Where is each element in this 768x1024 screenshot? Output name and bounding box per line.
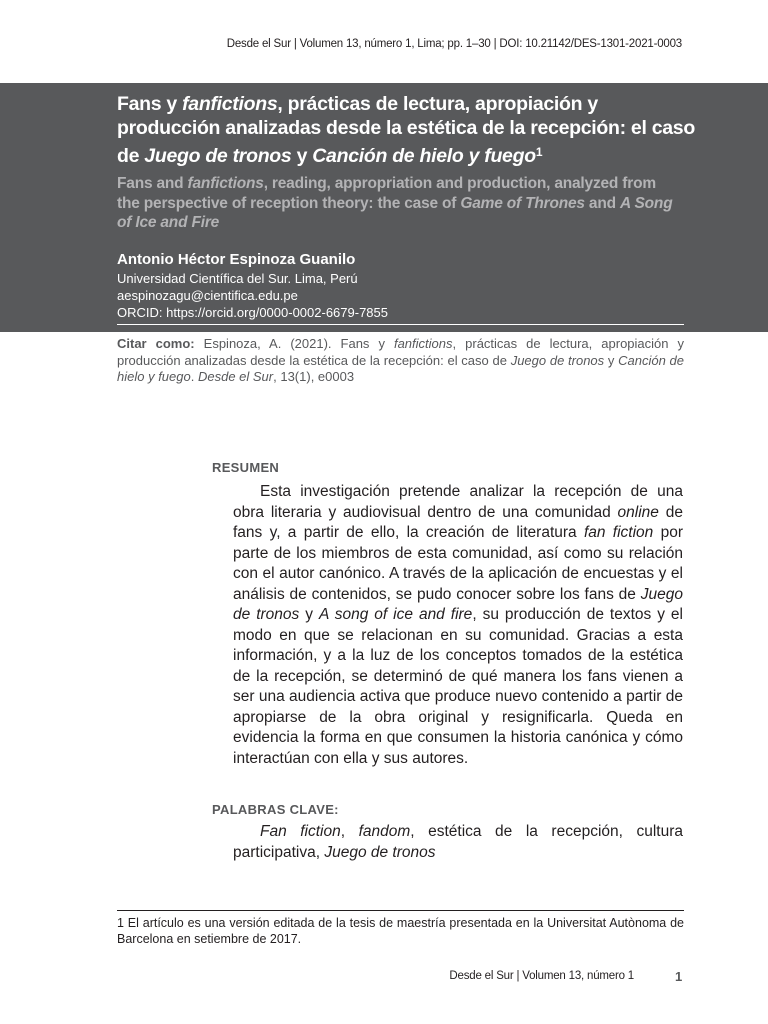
abstract-heading: RESUMEN [212,460,280,475]
banner-divider [117,324,684,325]
keywords-heading: PALABRAS CLAVE: [212,802,339,817]
page-number: 1 [675,969,683,984]
citation: Citar como: Espinoza, A. (2021). Fans y fanfictions, prácticas de lectura, apropiación y producción analizadas desde la estética de la recepción: el caso de Juego de tronos y Canción de hielo y fuego. Desde el Sur, 13(1), e0003 [117,336,685,384]
footnote-divider [117,910,684,911]
article-title-en: Fans and fanfictions, reading, appropriation and production, analyzed from the perspective of reception theory: the case of Game of Thrones and A Song of Ice and Fire [117,175,673,231]
citation-label: Citar como: [117,336,195,351]
running-head: Desde el Sur | Volumen 13, número 1, Lima; pp. 1–30 | DOI: 10.21142/DES-1301-2021-0003 [226,38,682,50]
author-email[interactable]: aespinozagu@cientifica.edu.pe [117,288,298,303]
author-name: Antonio Héctor Espinoza Guanilo [117,251,356,268]
keywords-body: Fan fiction, fandom, estética de la recepción, cultura participativa, Juego de tronos [233,823,683,861]
article-title-es: Fans y fanfictions, prácticas de lectura, apropiación y producción analizadas desde la estética de la recepción: el caso de Juego de tronos y Canción de hielo y fuego$^1$ [117,93,695,167]
title-footnote-mark[interactable]: 1 [535,145,543,159]
author-block [117,250,677,321]
author-affiliation: Universidad Científica del Sur. Lima, Perú [117,271,358,286]
abstract-body: Esta investigación pretende analizar la recepción de una obra literaria y audiovisual dentro de una comunidad online de fans y, a partir de ello, la creación de literatura fan fiction por parte de los miembros de esta comunidad, así como su relación con el autor canónico. A través de la aplicación de encuestas y el análisis de contenidos, se pudo conocer sobre los fans de Juego de tronos y A song of ice and fire, su producción de textos y el modo en que se relacionan en su comunidad. Gracias a esta información, y a la luz de los conceptos tomados de la estética de la recepción, se determinó de qué manera los fans vienen a ser una audiencia activa que produce nuevo contenido a partir de apropiarse de la obra original y resignificarla. Queda en evidencia la forma en que consumen la historia canónica y cómo interactúan con ella y sus autores. [233,483,683,767]
footnote: 1 El artículo es una versión editada de la tesis de maestría presentada en la Universitat Autònoma de Barcelona en setiembre de 2017. [117,916,684,946]
author-orcid[interactable]: ORCID: https://orcid.org/0000-0002-6679-7855 [117,305,388,320]
page-footer: Desde el Sur | Volumen 13, número 1 [449,970,634,982]
